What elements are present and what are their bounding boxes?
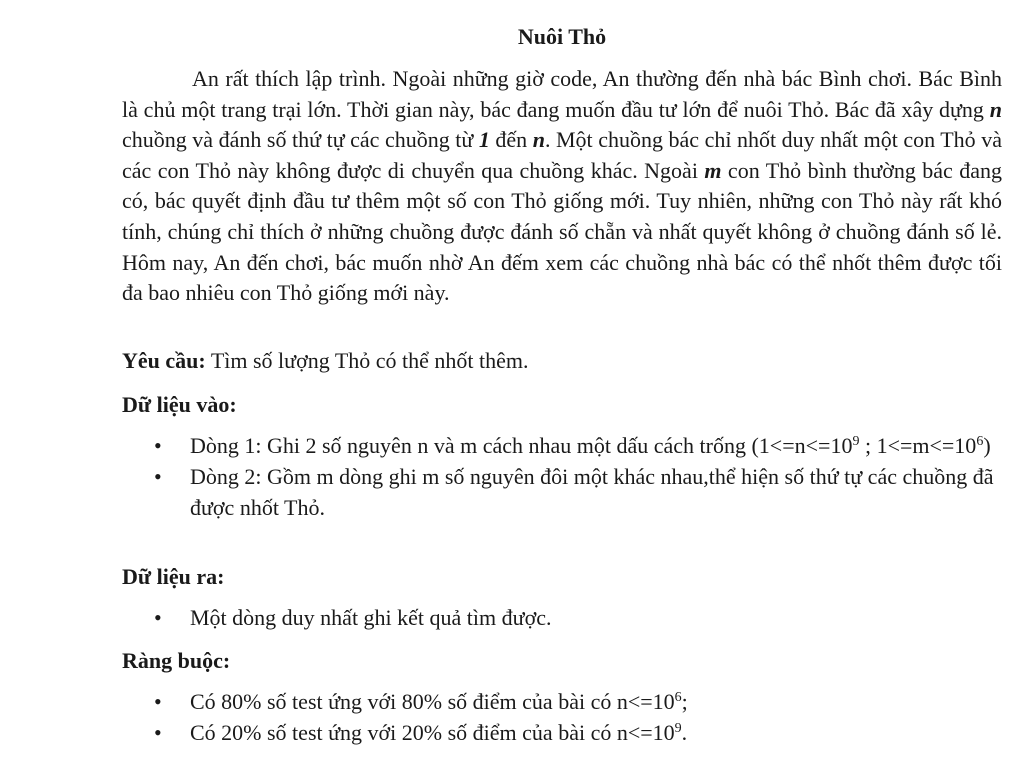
statement-text-2: chuồng và đánh số thứ tự các chuồng từ bbox=[122, 127, 479, 153]
list-item bbox=[150, 717, 1002, 748]
constraint-1-text: Có 80% số test ứng với 80% số điểm của bài có n<=10 bbox=[190, 689, 675, 714]
input-line1-text-b: ; 1<=m<=10 bbox=[859, 433, 977, 458]
requirement-label: Yêu cầu: bbox=[122, 348, 206, 373]
problem-statement bbox=[122, 64, 1002, 309]
constraints-heading bbox=[122, 646, 230, 676]
requirement-text: Tìm số lượng Thỏ có thể nhốt thêm. bbox=[205, 348, 529, 373]
constraint-2-end: . bbox=[681, 720, 688, 745]
statement-text-3: đến bbox=[489, 127, 533, 153]
list-item bbox=[150, 686, 1002, 717]
constraints-list bbox=[150, 686, 1002, 748]
output-heading-text: Dữ liệu ra: bbox=[122, 564, 225, 589]
list-item bbox=[150, 430, 1002, 461]
input-heading bbox=[122, 390, 237, 420]
list-item bbox=[150, 461, 1002, 523]
input-heading-text: Dữ liệu vào: bbox=[122, 392, 237, 417]
var-n: n bbox=[989, 96, 1002, 122]
constraints-heading-text: Ràng buộc: bbox=[122, 648, 231, 673]
statement-text-5: con Thỏ bình thường bác đang có, bác quyết định đầu tư thêm một số con Thỏ giống mới. Tuy nhiên, những con Thỏ này rất khó tính, chúng chỉ thích ở những chuồng được đánh số chẵn và nhất quyết không ở chuồng đánh số lẻ. Hôm nay, An đến chơi, bác muốn nhờ An đếm xem các chuồng nhà bác có thể nhốt thêm được tối đa bao nhiêu con Thỏ giống mới này. bbox=[122, 157, 1002, 306]
output-list bbox=[150, 602, 1002, 633]
output-line1-text: Một dòng duy nhất ghi kết quả tìm được. bbox=[190, 605, 552, 630]
num-one: 1 bbox=[478, 127, 490, 153]
statement-text-1: An rất thích lập trình. Ngoài những giờ code, An thường đến nhà bác Bình chơi. Bác Bình là chủ một trang trại lớn. Thời gian này, bác đang muốn đầu tư lớn để nuôi Thỏ. Bác đã xây dựng bbox=[122, 66, 1002, 122]
exponent: 9 bbox=[674, 721, 682, 736]
input-line1-text: Dòng 1: Ghi 2 số nguyên n và m cách nhau một dấu cách trống (1<=n<=10 bbox=[190, 433, 853, 458]
problem-title: Nuôi Thỏ bbox=[517, 24, 607, 49]
input-list bbox=[150, 430, 1002, 523]
exponent: 6 bbox=[674, 690, 682, 705]
exponent: 9 bbox=[852, 434, 860, 449]
requirement-line bbox=[122, 346, 529, 376]
statement-text-4: . Một chuồng bác chỉ nhốt duy nhất một con Thỏ và các con Thỏ này không được di chuyển qua chuồng khác. Ngoài bbox=[122, 127, 1002, 183]
input-line1-text-c: ) bbox=[983, 433, 991, 458]
constraint-2-text: Có 20% số test ứng với 20% số điểm của bài có n<=10 bbox=[190, 720, 675, 745]
var-m: m bbox=[704, 157, 722, 183]
constraint-1-end: ; bbox=[681, 689, 688, 714]
output-heading bbox=[122, 562, 224, 592]
var-n-2: n bbox=[532, 127, 545, 153]
exponent: 6 bbox=[976, 434, 984, 449]
list-item bbox=[150, 602, 1002, 633]
input-line2-text: Dòng 2: Gồm m dòng ghi m số nguyên đôi một khác nhau,thể hiện số thứ tự các chuồng đã được nhốt Thỏ. bbox=[190, 464, 994, 520]
